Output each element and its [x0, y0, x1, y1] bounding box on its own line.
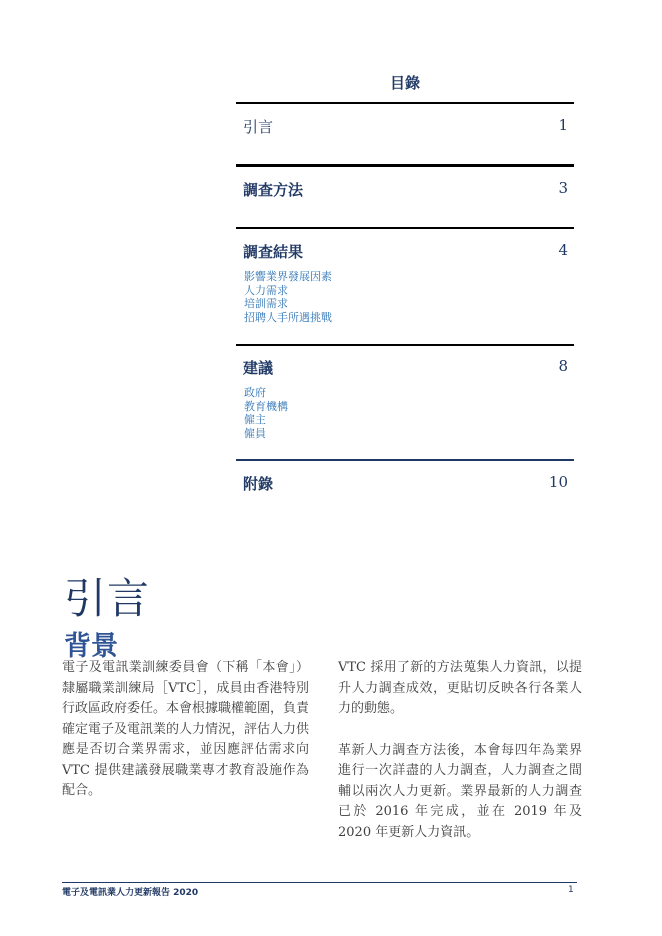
toc-entry-appendix[interactable]: 附錄: [243, 475, 274, 493]
toc-subitem[interactable]: 政府: [244, 386, 266, 399]
toc-subitem[interactable]: 培訓需求: [244, 297, 288, 310]
toc-title: 目錄: [389, 74, 420, 92]
toc-subitem[interactable]: 人力需求: [244, 283, 288, 297]
section-heading: 引言: [64, 574, 151, 623]
footer-report-title: 電子及電訊業人力更新報告 2020: [62, 888, 199, 898]
toc-entry-intro[interactable]: 引言: [243, 118, 274, 136]
toc-entry-recommendations[interactable]: 建議: [243, 359, 274, 377]
toc-page-findings: 4: [558, 241, 568, 259]
toc-divider: [236, 459, 574, 461]
toc-subitem[interactable]: 影響業界發展因素: [244, 270, 332, 283]
section-subheading: 背景: [64, 631, 118, 662]
toc-entry-methodology[interactable]: 調查方法: [243, 181, 304, 199]
toc-sublist-findings: [244, 270, 332, 324]
toc-sublist-recommendations: [244, 386, 288, 440]
footer-page-number: 1: [568, 885, 574, 895]
toc-page-intro: 1: [558, 116, 568, 134]
body-paragraph: VTC 採用了新的方法蒐集人力資訊，以提升人力調查成效，更貼切反映各行各業人力的動態。: [338, 660, 582, 716]
toc-page-methodology: 3: [558, 179, 568, 197]
toc-subitem[interactable]: 僱主: [244, 413, 266, 426]
toc-divider: [236, 164, 574, 167]
toc-subitem[interactable]: 招聘人手所遇挑戰: [244, 310, 332, 324]
toc-divider: [236, 344, 574, 346]
toc-page-recommendations: 8: [558, 357, 568, 375]
toc-entry-findings[interactable]: 調查結果: [243, 243, 304, 261]
left-column: [62, 658, 309, 802]
footer-divider: [62, 882, 577, 883]
body-paragraph: 電子及電訊業訓練委員會（下稱「本會」）隸屬職業訓練局［VTC］，成員由香港特別行政區政府委任。本會根據職權範圍，負責確定電子及電訊業的人力情況，評估人力供應是否切合業界需求，並因應評估需求向 VTC 提供建議發展職業專才教育設施作為配合。: [62, 660, 310, 798]
toc-divider: [236, 227, 574, 229]
toc-divider: [236, 102, 574, 104]
body-paragraph: 革新人力調查方法後，本會每四年為業界進行一次詳盡的人力調查，人力調查之間輔以兩次人力更新。業界最新的人力調查已於 2016 年完成，並在 2019 年及 2020 年更新人力資訊。: [338, 742, 582, 840]
toc-subitem[interactable]: 僱員: [244, 426, 266, 440]
toc-subitem[interactable]: 教育機構: [244, 399, 288, 413]
right-column: [338, 658, 582, 843]
toc-page-appendix: 10: [548, 473, 568, 491]
